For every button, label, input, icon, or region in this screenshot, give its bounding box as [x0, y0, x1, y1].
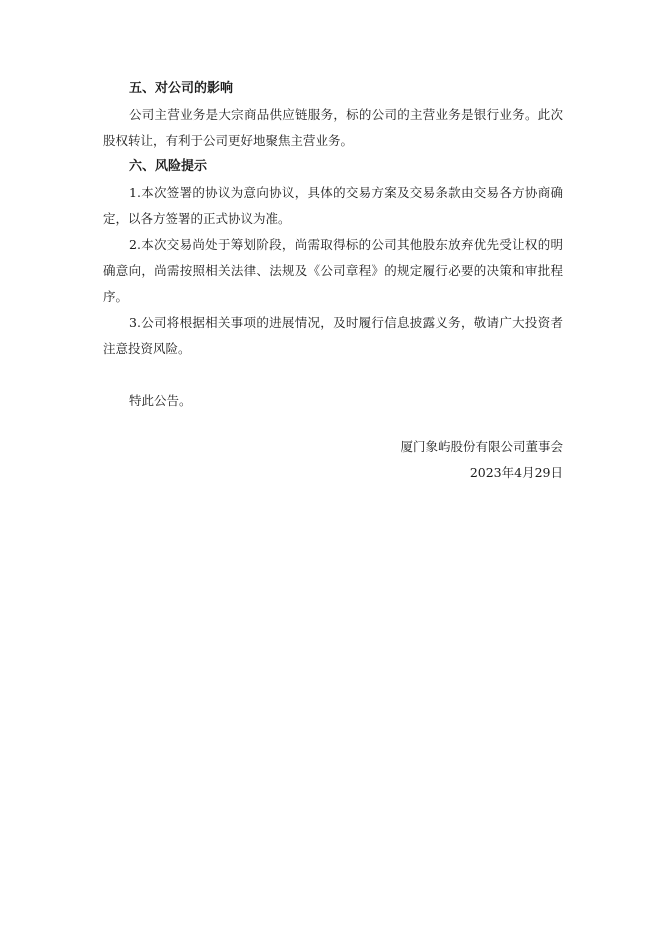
signature-date: 2023年4月29日	[469, 465, 563, 480]
closing-notice: 特此公告。	[129, 393, 192, 408]
section-heading-risk: 六、风险提示	[129, 159, 208, 174]
paragraph-risk-2: 2.本次交易尚处于筹划阶段，尚需取得标的公司其他股东放弃优先受让权的明确意向，尚需按照相关法律、法规及《公司章程》的规定履行必要的决策和审批程序。	[103, 237, 563, 304]
spacer	[103, 362, 563, 388]
paragraph-risk-3: 3.公司将根据相关事项的进展情况，及时履行信息披露义务，敬请广大投资者注意投资风险。	[103, 315, 563, 356]
document-body	[103, 76, 563, 486]
paragraph-impact: 公司主营业务是大宗商品供应链服务，标的公司的主营业务是银行业务。此次股权转让，有利于公司更好地聚焦主营业务。	[103, 107, 563, 148]
section-heading-impact: 五、对公司的影响	[129, 81, 234, 96]
spacer	[103, 414, 563, 434]
paragraph-risk-1: 1.本次签署的协议为意向协议，具体的交易方案及交易条款由交易各方协商确定，以各方签署的正式协议为准。	[103, 185, 563, 226]
signature-company: 厦门象屿股份有限公司董事会	[400, 439, 563, 454]
